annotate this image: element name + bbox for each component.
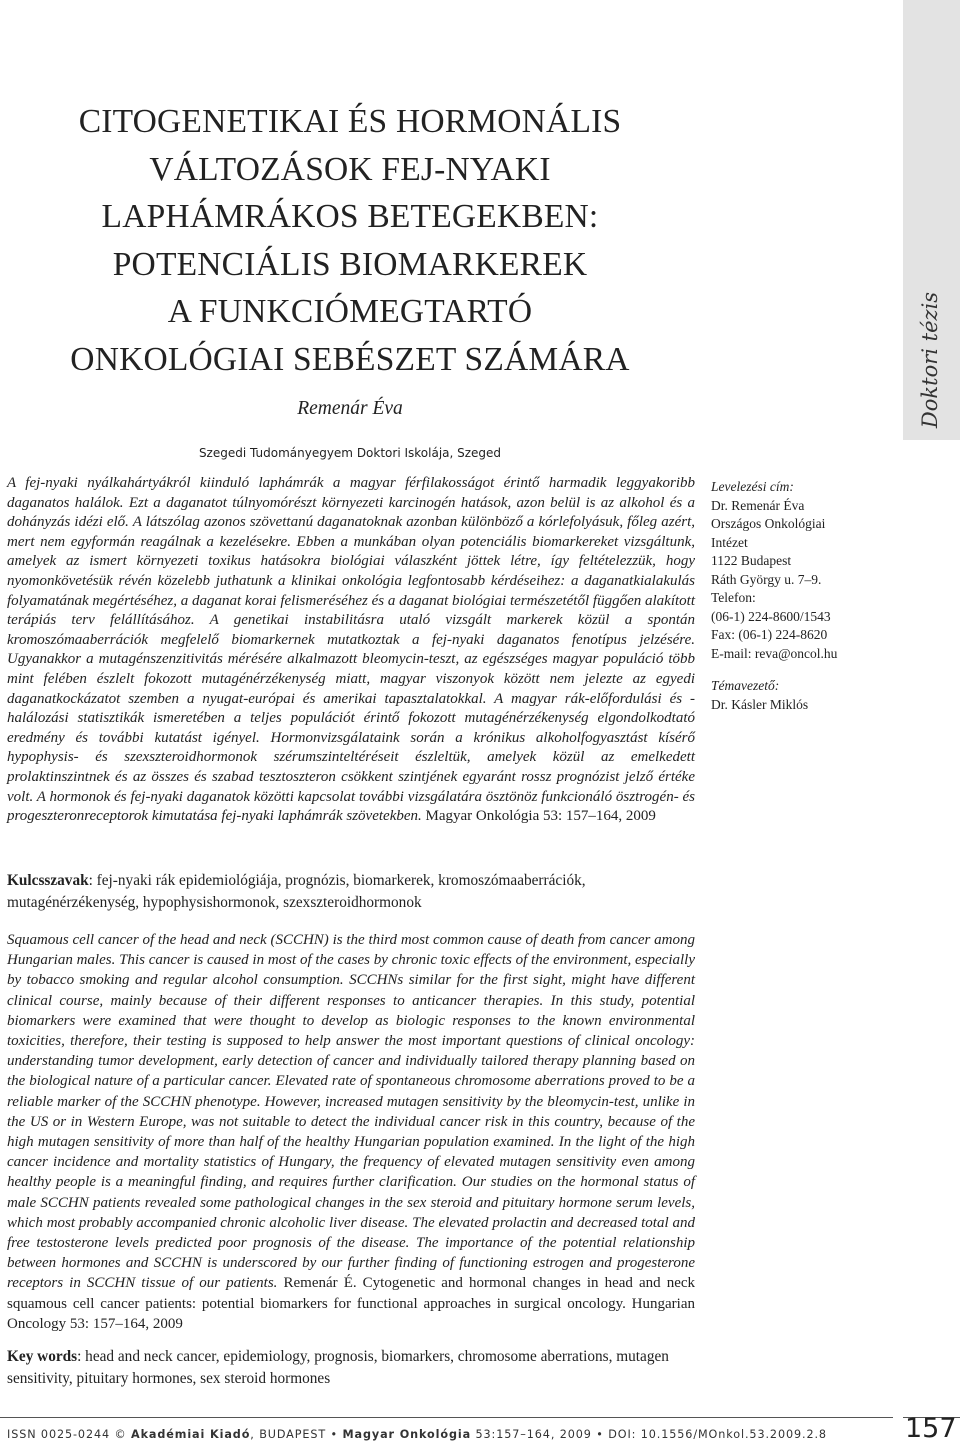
- title-line: POTENCIÁLIS BIOMARKEREK: [112, 245, 588, 283]
- footer-publication-info: [7, 1428, 827, 1441]
- contact-sidebar: [711, 478, 891, 714]
- title-line: ONKOLÓGIAI SEBÉSZET SZÁMÁRA: [70, 340, 630, 378]
- title-line: CITOGENETIKAI ÉS HORMONÁLIS: [78, 103, 622, 140]
- correspondence-label: Levelezési cím:: [711, 479, 794, 494]
- author-affiliation: Szegedi Tudományegyem Doktori Iskolája, Szeged: [198, 446, 502, 460]
- abstract-hungarian-text: A fej-nyaki nyálkahártyákról kiinduló laphámrák a magyar férfilakosságot érintő harmadik leggyakoribb daganatos halálok. Ezt a daganatot túlnyomórészt környezeti karcinogén hatások, azon belül is az alkohol és a dohányzás idézi elő. A látszólag azonos szövettanú daganatoknak azonban különböző a kórlefolyásuk, főleg azért, mert nem egyformán reagálnak a kezelésekre. Ebben a munkában olyan potenciális biomarkereket vizsgáltunk, amelyek az ismert környezeti toxikus hatásokra biológiai válaszként jöttek létre, így feltételezzük, hogy nyomonkövetésük révén közelebb juthatunk a klinikai onkológia legfontosabb kérdéseihez: a daganatkialakulás folyamatának megértéséhez, a daganat korai felismeréséhez és a daganat biológiai természetétől függően alakított terápiás terv felállításához. A genetikai instabilitásra utaló vizsgált markerek közül a spontán kromoszómaaberrációk megfelelő biomarkernek mutatkoztak a fej-nyaki daganatos fenotípus jelzésére. Ugyanakkor a mutagénszenzitivitás mérésére alkalmazott bleomycin-teszt, az egészséges magyar populáció több mint felében észlelt fokozott mutagénérzékenység miatt, magyar viszonyok között nem jelezte az egyedi daganatkockázatot szemben a nyugat-európai és amerikai tapasztalatokkal. A magyar rák-előfordulási és -halálozási statisztikák ismeretében a teljes populációt érintő fokozott mutagénérzékenység elgondolkodtató eredmény és további kutatást igényel. Hormonvizsgálataink során a krónikus alkoholfogyasztást kísérő hypophysis- és szexszteroidhormonok szérumszinteltéréseit észleltük, amelyek közül az emelkedett prolaktinszintnek és az összes és szabad tesztoszteron csökkent szintjének egyaránt rossz prognózist jelző értéke volt. A hormonok és fej-nyaki daganatok közötti kapcsolat további vizsgálatára ösztönöz funkcionáló ösztrogén- és progeszteronreceptorok kimutatása fej-nyaki laphámrák szövetekben.: [7, 475, 695, 825]
- title-line: A FUNKCIÓMEGTARTÓ: [167, 293, 533, 330]
- keywords-hungarian-text: : fej-nyaki rák epidemiológiája, prognózis, biomarkerek, kromoszómaaberrációk, mutagénérzékenység, hypophysishormonok, szexszteroidhormonok: [7, 872, 586, 911]
- keywords-hungarian: [7, 870, 697, 914]
- abstract-english-text: Squamous cell cancer of the head and neck (SCCHN) is the third most common cause of death from cancer among Hungarian males. This cancer is caused in most of the cases by chronic toxic effects of the environment, especially by tobacco smoking and regular alcohol consumption. SCCHNs similar for the first sight, might have different clinical course, mainly because of their different responses to anticancer therapies. In this study, potential biomarkers were examined that were thought to develop as biologic responses to the known environmental toxicities, therefore, their testing is supposed to help answer the most important questions of clinical oncology: understanding tumor development, early detection of cancer and individually tailored therapy planning based on the biological nature of a particular cancer. Elevated rate of spontaneous chromosome aberrations proved to be a reliable marker of the SCCHN phenotype. However, increased mutagen sensitivity by the bleomycin-test, unlike in the US or in Western Europe, was not suitable to detect the individual cancer risk in this country, because of the high mutagen sensitivity of more than half of the healthy Hungarian population examined. In the light of the high cancer incidence and mortality statistics of Hungary, the frequency of elevated mutagen sensitivity even among healthy people is a meaningful finding, and requires further clarification. Our studies on the hormonal status of male SCCHN patients revealed some pathological changes in the sex steroid and pituitary hormone serum levels, which most probably accompanied chronic alcoholic liver disease. The elevated prolactin and decreased total and free testosterone levels predicted poor prognosis of the disease. The importance of the potential relationship between hormones and SCCHN is underscored by our further finding of functioning estrogen and progesterone receptors in SCCHN tissue of our patients.: [7, 932, 695, 1292]
- supervisor-name: Dr. Kásler Miklós: [711, 696, 809, 712]
- correspondence-line: (06-1) 224-8600/1543: [711, 608, 831, 624]
- footer-divider: [0, 1417, 893, 1418]
- footer-issn: ISSN 0025-0244 ©: [7, 1428, 132, 1441]
- correspondence-line: Országos Onkológiai: [711, 516, 826, 531]
- footer-issue-doi: 53:157–164, 2009 • DOI: 10.1556/MOnkol.53.2009.2.8: [471, 1428, 827, 1441]
- supervisor-label: Témavezető:: [711, 678, 780, 693]
- correspondence-line: Telefon:: [711, 590, 756, 605]
- section-tab-label: Doktori tézis: [918, 291, 942, 429]
- abstract-english: [7, 930, 695, 1334]
- page-number: 157: [905, 1413, 957, 1444]
- title-line: LAPHÁMRÁKOS BETEGEKBEN:: [101, 198, 599, 235]
- footer-city: , BUDAPEST •: [250, 1428, 343, 1441]
- abstract-english-citation: Remenár É. Cytogenetic and hormonal changes in head and neck squamous cell cancer patients: potential biomarkers for functional approaches in surgical oncology. Hungarian Oncology 53: 157–164, 2009: [7, 1275, 696, 1332]
- correspondence-line: Fax: (06-1) 224-8620: [711, 627, 828, 642]
- author-name: Remenár Éva: [297, 398, 403, 419]
- footer-journal: Magyar Onkológia: [342, 1428, 472, 1441]
- correspondence-line: E-mail: reva@oncol.hu: [711, 645, 838, 661]
- keywords-english-label: Key words: [7, 1348, 78, 1365]
- article-title: [0, 98, 700, 383]
- correspondence-line: Dr. Remenár Éva: [711, 497, 805, 513]
- abstract-hungarian-citation: Magyar Onkológia 53: 157–164, 2009: [425, 808, 656, 825]
- sidebar-spacer: [711, 663, 891, 677]
- correspondence-line: Ráth György u. 7–9.: [711, 571, 822, 587]
- correspondence-line: Intézet: [711, 534, 748, 550]
- title-line: VÁLTOZÁSOK FEJ-NYAKI: [149, 150, 551, 188]
- keywords-english-text: : head and neck cancer, epidemiology, prognosis, biomarkers, chromosome aberrations, mutagen sensitivity, pituitary hormones, sex steroid hormones: [7, 1348, 669, 1387]
- keywords-english: [7, 1346, 697, 1390]
- correspondence-line: 1122 Budapest: [711, 553, 792, 568]
- abstract-hungarian: [7, 474, 695, 827]
- keywords-hungarian-label: Kulcsszavak: [7, 872, 89, 889]
- footer-publisher: Akadémiai Kiadó: [131, 1428, 251, 1441]
